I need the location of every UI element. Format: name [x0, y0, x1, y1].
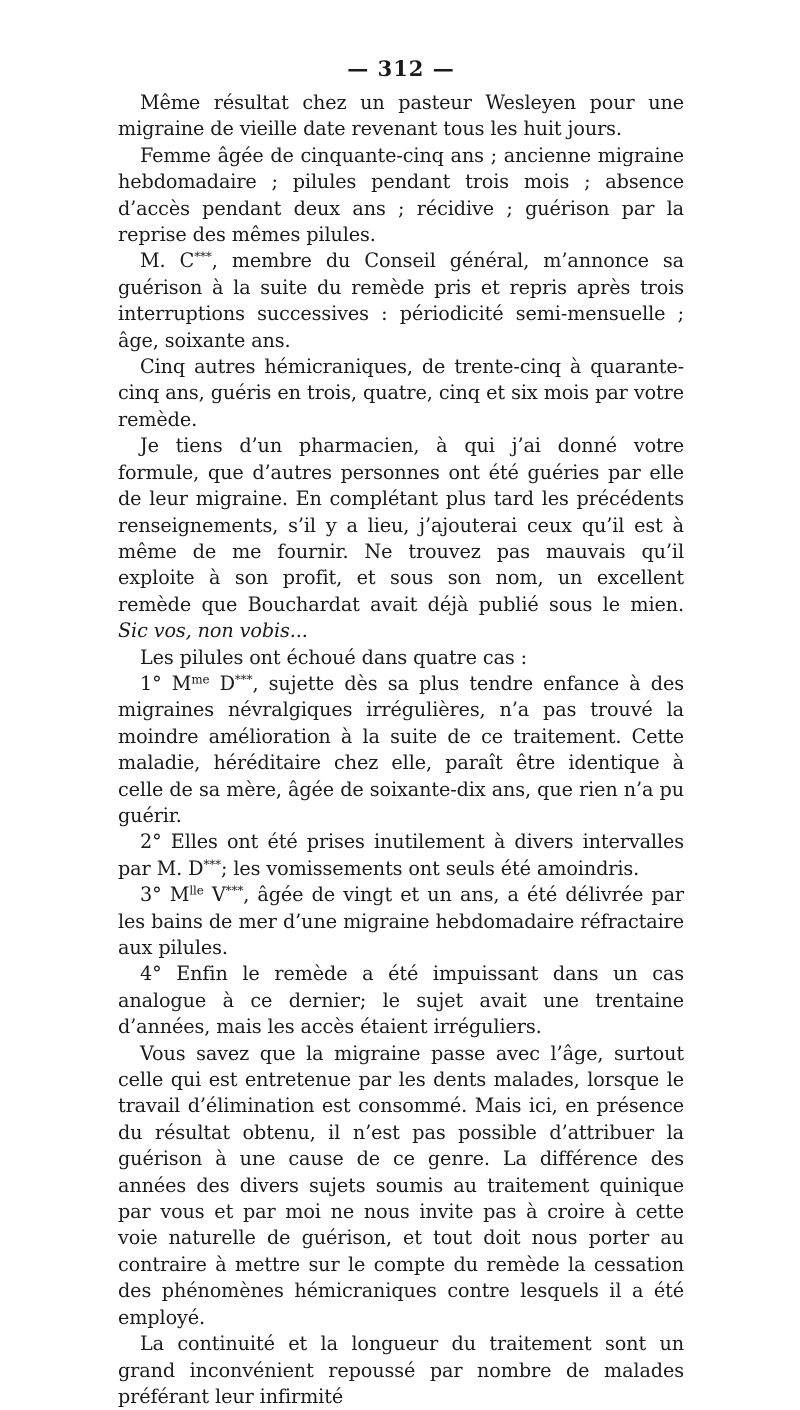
paragraph-text: , sujette dès sa plus tendre enfance à des migraines névralgiques irrégulières, n’a pas trouvé la moindre amélioration à la suite de ce traitement. Cette maladie, héréditaire chez elle, paraît être identique à celle de sa mère, âgée de soixante-dix ans, que rien n’a pu guérir. — [118, 671, 684, 827]
paragraph-case-3 — [118, 882, 684, 961]
paragraph-lead: 1° M — [140, 671, 192, 695]
paragraph-lead: 2° Elles ont été prises inutilement à divers intervalles par M. D — [118, 830, 684, 880]
latin-quote: Sic vos, non vobis... — [118, 619, 308, 643]
paragraph-text: , âgée de vingt et un ans, a été délivrée par les bains de mer d’une migraine hebdomadaire réfractaire aux pilules. — [118, 883, 684, 959]
superscript: *** — [203, 857, 221, 872]
superscript: lle — [189, 883, 204, 898]
paragraph-text: 4° Enfin le remède a été impuissant dans un cas analogue à ce dernier; le sujet avait une trentaine d’années, mais les accès étaient irréguliers. — [118, 962, 684, 1039]
paragraph-text: La continuité et la longueur du traitement sont un grand inconvénient repoussé par nombre de malades préférant leur infirmité — [118, 1332, 684, 1408]
paragraph-text: Femme âgée de cinquante-cinq ans ; ancienne migraine hebdomadaire ; pilules pendant trois mois ; absence d’accès pendant deux ans ; récidive ; guérison par la reprise des mêmes pilules. — [118, 143, 684, 247]
paragraph-text: ; les vomissements ont seuls été amoindris. — [220, 856, 640, 880]
paragraph-femme — [118, 143, 684, 249]
paragraph-lead: M. C — [140, 249, 195, 273]
paragraph-age — [118, 1041, 684, 1331]
paragraph-m-c — [118, 248, 684, 354]
paragraph-text: Cinq autres hémicraniques, de trente-cinq à quarante-cinq ans, guéris en trois, quatre, cinq et six mois par votre remède. — [118, 355, 684, 431]
paragraph-cinq-autres — [118, 354, 684, 433]
paragraph-case-1 — [118, 671, 684, 829]
paragraph-lead-2: D — [209, 671, 235, 695]
paragraph-wesleyen — [118, 90, 684, 143]
superscript: *** — [234, 672, 253, 687]
paragraph-lead-2: V — [203, 883, 226, 907]
book-page — [118, 54, 684, 1410]
paragraph-text: Les pilules ont échoué dans quatre cas : — [140, 645, 527, 669]
paragraph-text: Même résultat chez un pasteur Wesleyen pour une migraine de vieille date revenant tous les huit jours. — [118, 91, 684, 141]
superscript: *** — [225, 883, 244, 898]
paragraph-lead: 3° M — [140, 883, 190, 907]
paragraph-text: Je tiens d’un pharmacien, à qui j’ai donné votre formule, que d’autres personnes ont été guéries par elle de leur migraine. En complétant plus tard les précédents renseignements, s’il y a lieu, j’ajouterai ceux qu’il est à même de me fournir. Ne trouvez pas mauvais qu’il exploite à son profit, et sous son nom, un excellent remède que Bouchardat avait déjà publié sous le mien. — [118, 434, 684, 616]
paragraph-text: Vous savez que la migraine passe avec l’âge, surtout celle qui est entretenue par les dents malades, lorsque le travail d’élimination est consommé. Mais ici, en présence du résultat obtenu, il n’est pas possible d’attribuer la guérison à une cause de ce genre. La différence des années des divers sujets soumis au traitement quinique par vous et par moi ne nous invite pas à croire à cette voie naturelle de guérison, et tout doit nous porter au contraire à mettre sur le compte du remède la cessation des phénomènes hémicraniques contre lesquels il a été employé. — [118, 1041, 684, 1329]
superscript: *** — [194, 249, 212, 264]
page-number: — 312 — — [347, 56, 455, 81]
paragraph-continuite — [118, 1331, 684, 1410]
superscript: me — [191, 672, 210, 687]
paragraph-pharmacien — [118, 433, 684, 644]
paragraph-case-2 — [118, 829, 684, 882]
paragraph-case-4 — [118, 961, 684, 1040]
paragraph-echecs-intro — [118, 645, 684, 671]
paragraph-text: , membre du Conseil général, m’annonce sa guérison à la suite du remède pris et repris après trois interruptions successives : périodicité semi-mensuelle ; âge, soixante ans. — [118, 249, 684, 352]
